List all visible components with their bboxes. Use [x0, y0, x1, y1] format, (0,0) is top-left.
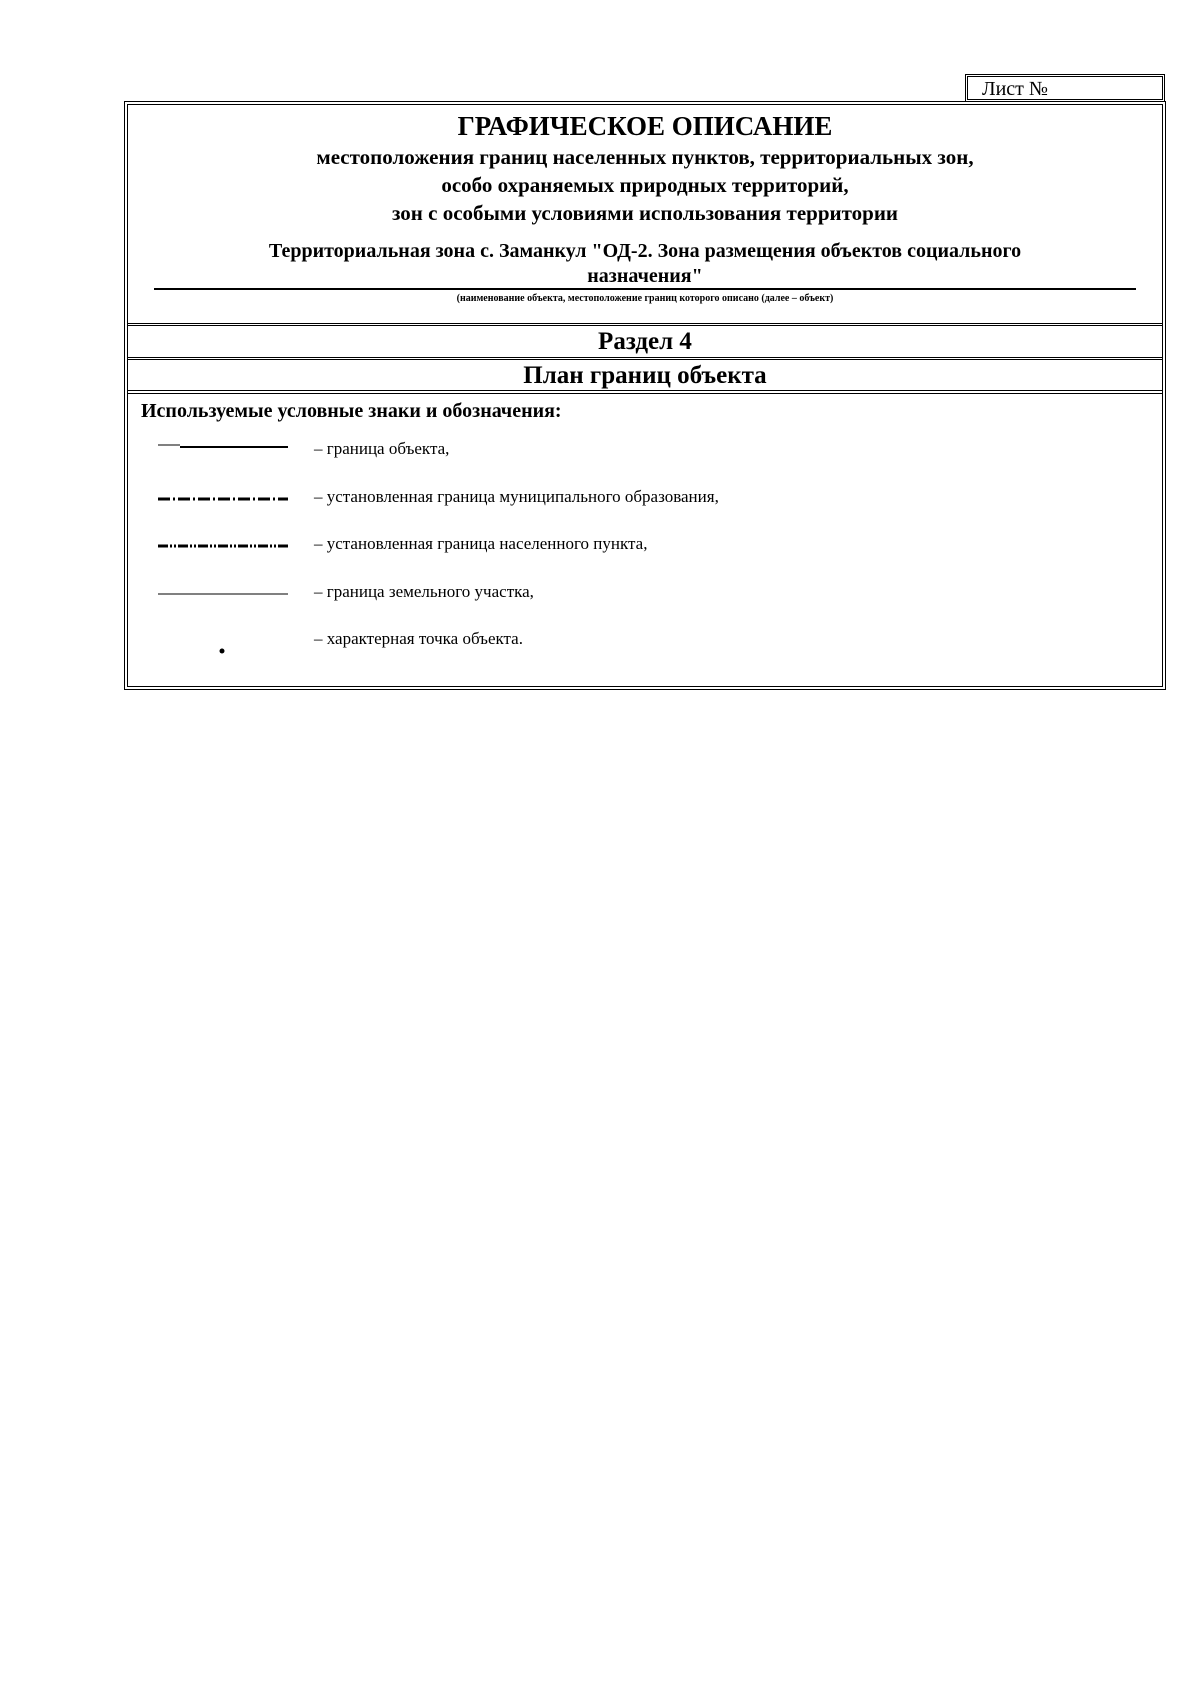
- dash-double-dot-line-icon: [158, 530, 288, 560]
- thin-line-icon: [158, 578, 288, 608]
- section-label: Раздел 4: [128, 326, 1162, 360]
- sheet-number-label: Лист №: [982, 78, 1048, 100]
- document-title: ГРАФИЧЕСКОЕ ОПИСАНИЕ: [457, 111, 833, 141]
- document-frame: [124, 101, 1166, 690]
- object-name-line-1: Территориальная зона с. Заманкул "ОД-2. Зона размещения объектов социального: [268, 240, 1022, 262]
- legend-heading: Используемые условные знаки и обозначения:: [141, 400, 562, 422]
- legend-item-municipal-boundary: [128, 483, 1162, 513]
- object-name-line-2: назначения": [587, 265, 703, 287]
- object-name-caption: (наименование объекта, местоположение границ которого описано (далее – объект): [456, 293, 834, 304]
- sheet-number-box: [965, 74, 1165, 102]
- legend-item-text: – граница земельного участка,: [314, 582, 534, 601]
- point-icon: [158, 625, 288, 655]
- header-block: [128, 105, 1162, 326]
- legend-item-text: – установленная граница населенного пункта,: [314, 534, 648, 553]
- dash-dot-line-icon: [158, 483, 288, 513]
- legend-item-land-plot-boundary: [128, 578, 1162, 608]
- subtitle-line-2: особо охраняемых природных территорий,: [441, 173, 849, 197]
- legend-item-text: – характерная точка объекта.: [314, 629, 523, 648]
- subtitle-line-3: зон с особыми условиями использования территории: [391, 201, 899, 225]
- section-title: План границ объекта: [128, 360, 1162, 394]
- legend-item-characteristic-point: [128, 625, 1162, 655]
- legend-item-object-boundary: [128, 435, 1162, 465]
- object-name-underline: [154, 288, 1136, 290]
- subtitle-line-1: местоположения границ населенных пунктов, территориальных зон,: [316, 145, 974, 169]
- legend-item-settlement-boundary: [128, 530, 1162, 560]
- legend-item-text: – установленная граница муниципального образования,: [314, 487, 719, 506]
- solid-thick-line-icon: [158, 435, 288, 465]
- legend-item-text: – граница объекта,: [314, 439, 450, 458]
